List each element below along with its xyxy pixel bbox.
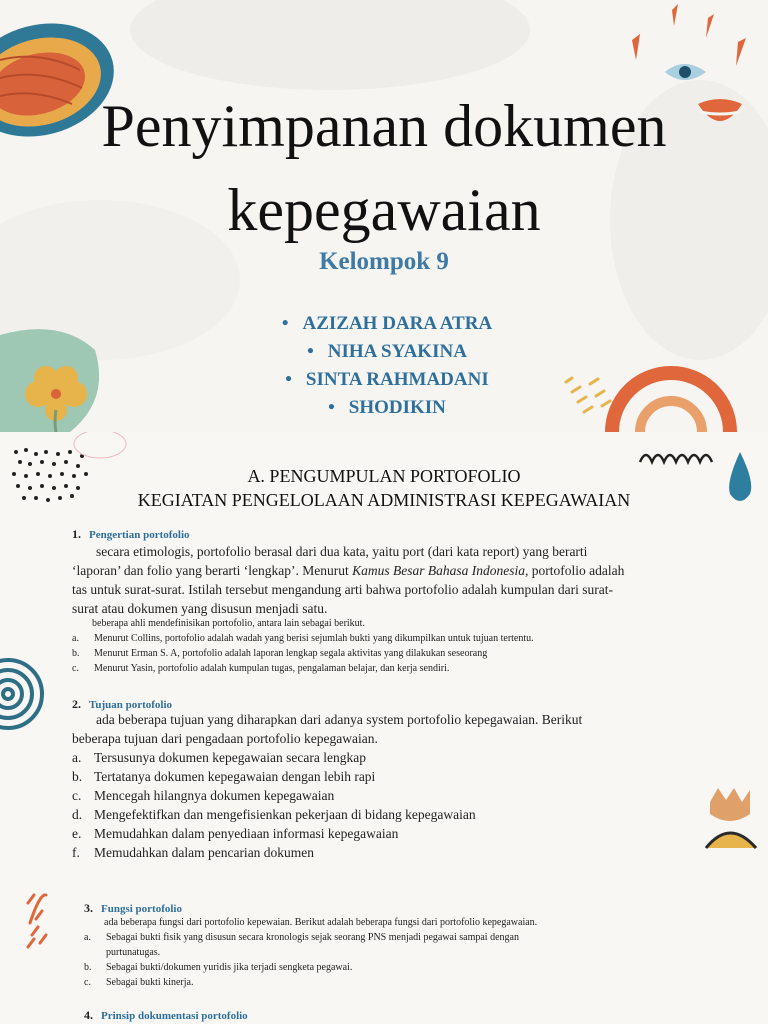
member-item: • SHODIKIN: [328, 397, 446, 418]
content-slide-1: [0, 432, 768, 863]
member-list: [252, 310, 522, 422]
list-item: c. Sebagai bukti kinerja.: [84, 977, 194, 988]
list-item: d. Mengefektifkan dan mengefisienkan pekerjaan di bidang kepegawaian: [72, 807, 476, 822]
title-slide: [0, 0, 768, 432]
section-1-list: beberapa ahli mendefinisikan portofolio, antara lain sebagai berikut. a. Menurut Collins, portofolio adalah wadah yang berisi sejumlah bukti yang dikumpilkan untuk tujuan tertentu. b. Menurut Erman S. A, portofolio adalah laporan lengkap segala aktivitas yang dilakukan seseorang c. Menurut Yasin, portofolio adalah kumpulan tugas, pengalaman belajar, dan kerja sendiri.: [72, 616, 712, 676]
section-3-list: ada beberapa fungsi dari portofolio kepewaian. Berikut adalah beberapa fungsi dari portofolio kepegawaian. a. Sebagai bukti fisik yang disusun secara kronologis sejak seorang PNS menjadi pegawai sampai dengan purtunatugas. b. Sebagai bukti/dokumen yuridis jika terjadi sengketa pegawai. c. Sebagai bukti kinerja.: [84, 915, 724, 990]
section-4-header: 4. Prinsip dokumentasi portofolio: [84, 1008, 248, 1022]
list-item: e. Memudahkan dalam penyediaan informasi kepegawaian: [72, 826, 399, 841]
eye-icon: [665, 64, 706, 80]
list-item: c. Menurut Yasin, portofolio adalah kumpulan tugas, pengalaman belajar, dan kerja sendiri.: [72, 663, 450, 674]
list-item: a. Tersusunya dokumen kepegawaian secara lengkap: [72, 750, 366, 765]
squiggle-icon: [640, 455, 712, 462]
section-1-paragraph: secara etimologis, portofolio berasal dari dua kata, yaitu port (dari kata report) yang berarti ‘laporan’ dan folio yang berarti ‘lengkap’. Menurut Kamus Besar Bahasa Indonesia, portofolio adalah tas untuk surat-surat. Istilah tersebut mengandung arti bahwa portofolio adalah kumpulan dari surat- surat atau dokumen yang disusun menjadi satu.: [72, 544, 625, 616]
group-subtitle: Kelompok 9: [319, 248, 449, 275]
member-item: • NIHA SYAKINA: [307, 341, 467, 362]
section-1-header: 1. Pengertian portofolio: [72, 527, 190, 541]
list-item: c. Mencegah hilangnya dokumen kepegawaian: [72, 788, 335, 803]
member-item: • SINTA RAHMADANI: [285, 369, 489, 390]
drops-icon: [632, 4, 746, 66]
list-item: a. Sebagai bukti fisik yang disusun secara kronologis sejak seorang PNS menjadi pegawai sampai dengan: [84, 932, 519, 943]
list-item: purtunatugas.: [106, 947, 161, 958]
list-item: b. Sebagai bukti/dokumen yuridis jika terjadi sengketa pegawai.: [84, 962, 353, 973]
member-item: • AZIZAH DARA ATRA: [281, 313, 493, 334]
title-line-1: Penyimpanan dokumen: [101, 93, 667, 159]
list-item: b. Menurut Erman S. A, portofolio adalah laporan lengkap segala aktivitas yang dilakukan seseorang: [72, 648, 488, 659]
list-item: a. Menurut Collins, portofolio adalah wadah yang berisi sejumlah bukti yang dikumpilkan untuk tujuan tertentu.: [72, 633, 534, 644]
section-heading: A. PENGUMPULAN PORTOFOLIO: [247, 466, 521, 486]
rainbow-icon: [612, 373, 730, 432]
section-3-header: 3. Fungsi portofolio: [84, 901, 182, 915]
dash-lines-icon: [566, 378, 610, 412]
page-title: [0, 84, 768, 252]
content-slide-2: [0, 863, 768, 1024]
concentric-circles-icon: [0, 660, 42, 728]
list-item: b. Tertatanya dokumen kepegawaian dengan lebih rapi: [72, 769, 376, 784]
section-subheading: KEGIATAN PENGELOLAAN ADMINISTRASI KEPEGAWAIAN: [137, 490, 631, 510]
title-line-2: kepegawaian: [227, 177, 541, 243]
list-item: f. Memudahkan dalam pencarian dokumen: [72, 845, 315, 860]
section-2-paragraph: ada beberapa tujuan yang diharapkan dari adanya system portofolio kepegawaian. Berikut beberapa tujuan dari pengadaan portofolio kepegawaian. a. Tersusunya dokumen kepegawaian secara lengkap b. Tertatanya dokumen kepegawaian dengan lebih rapi c. Mencegah hilangnya dokumen kepegawaian d. Mengefektifkan dan mengefisienkan pekerjaan di bidang kepegawaian e. Memudahkan dalam penyediaan informasi kepegawaian f. Memudahkan dalam pencarian dokumen: [72, 710, 712, 862]
tulip-icon: [706, 788, 756, 848]
section-2-header: 2. Tujuan portofolio: [72, 697, 173, 711]
dashes-icon: [28, 895, 46, 947]
